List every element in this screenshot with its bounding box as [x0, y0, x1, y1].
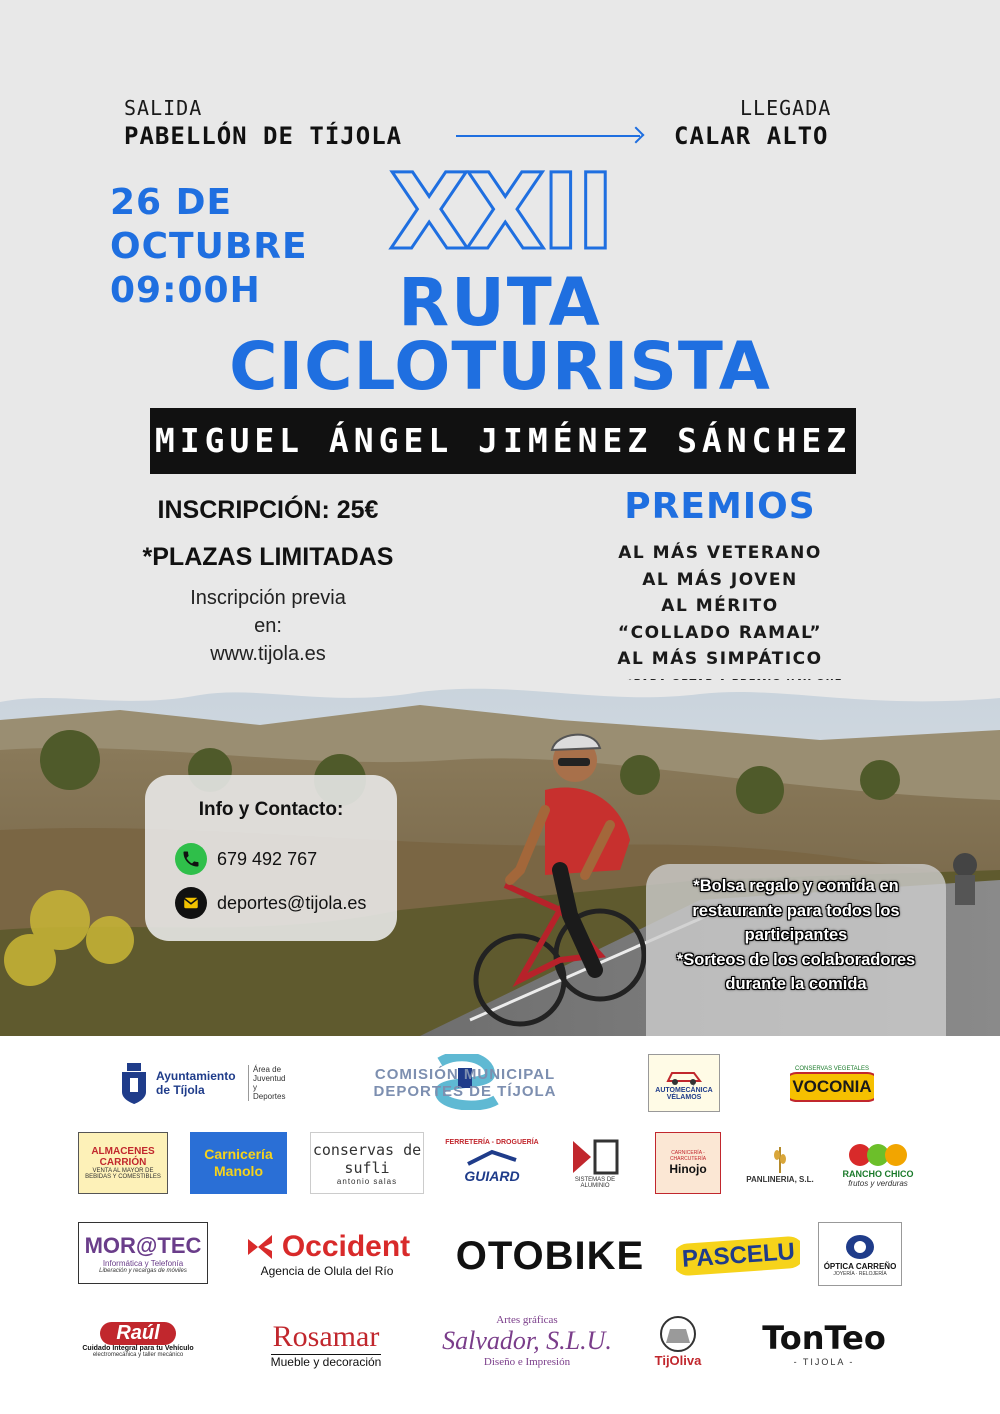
- sponsor-moratec: [78, 1222, 208, 1284]
- rosamar-name: Rosamar: [272, 1319, 380, 1353]
- honoree-name: MIGUEL ÁNGEL JIMÉNEZ SÁNCHEZ: [150, 408, 856, 474]
- occident-name: Occident: [281, 1230, 411, 1263]
- raul-name: Raúl: [100, 1322, 175, 1345]
- registration-fee: INSCRIPCIÓN: 25€: [157, 496, 379, 524]
- prize-item: AL MÁS VETERANO: [618, 543, 822, 563]
- salvador-top: Artes gráficas: [496, 1314, 558, 1326]
- sponsor-nidama: [560, 1132, 630, 1194]
- nidama-logo-icon: [565, 1137, 625, 1177]
- end-label: LLEGADA: [740, 96, 832, 120]
- gift-info-box: [646, 864, 946, 1036]
- prizes-title: PREMIOS: [624, 486, 816, 527]
- start-place: PABELLÓN DE TÍJOLA: [124, 122, 403, 150]
- gift-line2: *Sorteos de los colaboradores durante la comida: [676, 950, 916, 993]
- pascelu-name: PASCELU: [676, 1235, 800, 1276]
- gift-info: [656, 874, 936, 997]
- sponsor-hinojo: [655, 1132, 721, 1194]
- optica-sub: JOYERÍA · RELOJERÍA: [833, 1270, 887, 1277]
- edition-number: XXII: [389, 151, 611, 273]
- date-time: 09:00H: [110, 270, 261, 311]
- end-place: CALAR ALTO: [674, 122, 829, 150]
- raul-sub: Cuidado Integral para tu Vehículo: [82, 1345, 194, 1352]
- olive-tree-icon: [652, 1315, 704, 1353]
- rancho-name: RANCHO CHICO: [842, 1168, 914, 1179]
- voconia-name: VOCONIA: [790, 1072, 874, 1102]
- wheat-icon: [770, 1145, 790, 1175]
- sponsor-conservas: [310, 1132, 424, 1194]
- event-title-line2: CICLOTURISTA: [229, 328, 771, 405]
- comision-line2: DEPORTES DE TÍJOLA: [373, 1083, 557, 1100]
- sponsors-area: [0, 1036, 1000, 1414]
- sponsor-guiard: [444, 1128, 540, 1194]
- website-link[interactable]: www.tijola.es: [210, 643, 326, 665]
- salvador-sub: Diseño e Impresión: [483, 1356, 571, 1368]
- sponsor-rosamar: [236, 1314, 416, 1374]
- rosamar-sub: Mueble y decoración: [270, 1354, 382, 1369]
- hinojo-name: Hinojo: [669, 1162, 707, 1176]
- occident-logo-icon: [244, 1231, 276, 1263]
- tonteo-sub: - TIJOLA -: [793, 1357, 855, 1367]
- prize-item: AL MÁS JOVEN: [642, 569, 798, 590]
- optica-name: ÓPTICA CARREÑO: [823, 1261, 897, 1271]
- moratec-sub: Informática y Telefonía: [102, 1258, 184, 1268]
- preregistration-info: [150, 584, 386, 668]
- panlineria-name: PANLINERIA, S.L.: [746, 1174, 814, 1184]
- guiard-top: FERRETERÍA - DROGUERÍA: [445, 1138, 539, 1146]
- sponsor-optica: [818, 1222, 902, 1286]
- sponsor-tijoliva: [642, 1308, 714, 1374]
- contact-title: Info y Contacto:: [198, 799, 344, 820]
- tonteo-name: TonTeo: [762, 1319, 886, 1357]
- conservas-sub: antonio salas: [336, 1176, 398, 1186]
- tools-icon: [462, 1146, 522, 1168]
- start-label: SALIDA: [124, 96, 203, 120]
- gift-line1: *Bolsa regalo y comida en restaurante para todos los participantes: [692, 877, 900, 944]
- sponsor-tonteo: [744, 1312, 904, 1374]
- moratec-name: MOR@TEC: [84, 1232, 202, 1258]
- conservas-name: conservas de sufli: [312, 1140, 422, 1177]
- sponsor-raul: [78, 1306, 198, 1374]
- event-title-line1: RUTA: [398, 264, 602, 341]
- prize-item: AL MÁS SIMPÁTICO: [617, 649, 823, 669]
- sponsor-almacenes: [78, 1132, 168, 1194]
- voconia-top: CONSERVAS VEGETALES: [794, 1066, 870, 1072]
- phone-icon: [175, 843, 207, 875]
- occident-sub: Agencia de Olula del Río: [260, 1264, 394, 1278]
- coat-of-arms-icon: [118, 1060, 150, 1106]
- contact-email[interactable]: [175, 887, 366, 919]
- sponsor-ayuntamiento: [118, 1056, 288, 1110]
- almacenes-sub: VENTA AL MAYOR DE BEBIDAS Y COMESTIBLES: [85, 1168, 161, 1180]
- cyclist-photo: [0, 680, 1000, 1036]
- hinojo-top: CARNICERÍA - CHARCUTERÍA: [669, 1150, 707, 1162]
- raul-sub2: electromecánica y taller mecánico: [92, 1352, 184, 1358]
- phone-number: 679 492 767: [217, 848, 318, 869]
- mail-icon: [175, 887, 207, 919]
- almacenes-name: ALMACENES CARRIÓN: [91, 1146, 155, 1168]
- moratec-sub2: Liberación y recargas de móviles: [99, 1267, 187, 1274]
- eye-icon: [843, 1232, 877, 1262]
- prereg-line2: en:: [254, 615, 282, 637]
- automecanica-name: AUTOMECÁNICA VÉLAMOS: [655, 1087, 713, 1101]
- sponsor-pascelu: [676, 1228, 800, 1284]
- guiard-name: GUIARD: [464, 1167, 520, 1184]
- sponsor-rancho-chico: [840, 1132, 916, 1194]
- tijoliva-name: TijOliva: [654, 1352, 702, 1368]
- date-month: OCTUBRE: [110, 226, 308, 267]
- sponsor-panlineria: [745, 1136, 815, 1192]
- nidama-sub: SISTEMAS DE ALUMINIO: [574, 1177, 616, 1189]
- ayuntamiento-sub: Área de Juventud y Deportes: [248, 1065, 288, 1101]
- sponsor-otobike: [444, 1226, 656, 1286]
- limited-places: *PLAZAS LIMITADAS: [142, 543, 394, 571]
- ayuntamiento-name: Ayuntamiento de Tíjola: [156, 1069, 236, 1097]
- prize-item: AL MÉRITO: [661, 596, 779, 616]
- sponsor-occident: [232, 1224, 422, 1284]
- route-arrow: [456, 135, 640, 137]
- contact-phone[interactable]: [175, 843, 317, 875]
- fruits-icon: [846, 1139, 910, 1169]
- date-day: 26 DE: [110, 182, 233, 223]
- sponsor-carniceria: [190, 1132, 287, 1194]
- comision-line1: COMISIÓN MUNICIPAL: [374, 1066, 556, 1083]
- contact-box: [145, 775, 397, 941]
- sponsor-automecanica: [648, 1054, 720, 1112]
- sponsor-salvador: [432, 1306, 622, 1376]
- rancho-sub: frutos y verduras: [848, 1178, 908, 1188]
- email-address: deportes@tijola.es: [217, 892, 367, 913]
- prize-list: [590, 540, 850, 673]
- carniceria-name: Carnicería Manolo: [204, 1146, 273, 1179]
- otobike-name: OTOBIKE: [455, 1233, 645, 1278]
- prize-item: “COLLADO RAMAL”: [617, 622, 823, 643]
- sponsor-comision: [360, 1054, 570, 1112]
- prereg-line1: Inscripción previa: [190, 587, 346, 609]
- car-icon: [664, 1065, 704, 1087]
- sponsor-voconia: [790, 1056, 874, 1112]
- salvador-name: Salvador, S.L.U.: [442, 1326, 612, 1355]
